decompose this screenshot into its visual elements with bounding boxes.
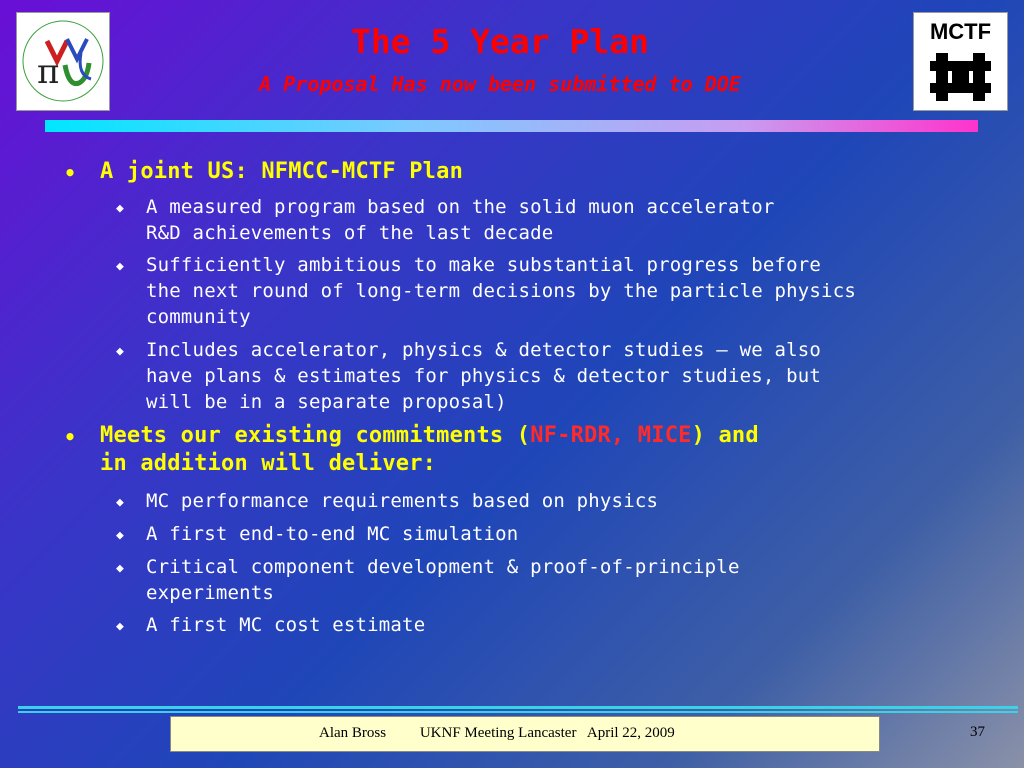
slide-subtitle: A Proposal Has now been submitted to DOE <box>259 72 741 96</box>
line: Critical component development & proof-of-principle <box>146 556 740 578</box>
diamond-bullet-icon: ◆ <box>116 528 124 543</box>
diamond-bullet-icon: ◆ <box>116 495 124 510</box>
commitments-after: ) and <box>691 423 759 448</box>
footer-divider <box>18 711 1018 713</box>
line: R&D achievements of the last decade <box>146 222 554 244</box>
sub-bullet-critical-component <box>146 554 740 606</box>
line: in addition will deliver: <box>100 451 437 476</box>
slide-title: The 5 Year Plan <box>350 22 649 61</box>
diamond-bullet-icon: ◆ <box>116 344 124 359</box>
svg-text:π: π <box>37 52 60 92</box>
footer-divider <box>18 706 1018 709</box>
diamond-bullet-icon: ◆ <box>116 259 124 274</box>
line: A measured program based on the solid muon accelerator <box>146 196 775 218</box>
mctf-logo-text: MCTF <box>929 19 992 44</box>
neutrino-factory-logo <box>16 12 110 111</box>
title-divider <box>45 120 978 132</box>
fermilab-logo-icon <box>914 13 1007 110</box>
page-number: 37 <box>970 724 985 740</box>
line: experiments <box>146 582 275 604</box>
line: MC performance requirements based on physics <box>146 490 659 512</box>
bullet-commitments <box>100 422 759 478</box>
footer-text: Alan Bross UKNF Meeting Lancaster April 22, 2009 <box>319 725 675 741</box>
sub-bullet-simulation <box>146 521 518 547</box>
line <box>100 422 759 450</box>
sub-bullet-cost-estimate <box>146 612 425 638</box>
line: Sufficiently ambitious to make substantial progress before <box>146 254 822 276</box>
footer-bar <box>170 716 880 752</box>
diamond-bullet-icon: ◆ <box>116 619 124 634</box>
sub-bullet-ambitious <box>146 252 856 330</box>
line: community <box>146 306 251 328</box>
bullet-joint-plan: A joint US: NFMCC-MCTF Plan <box>100 159 464 184</box>
line: A first MC cost estimate <box>146 614 426 636</box>
diamond-bullet-icon: ◆ <box>116 561 124 576</box>
commitments-highlight: NF-RDR, MICE <box>530 423 692 448</box>
sub-bullet-includes <box>146 337 821 415</box>
diamond-bullet-icon: ◆ <box>116 201 124 216</box>
bullet-dot-icon: • <box>64 161 77 185</box>
commitments-text: Meets our existing commitments ( <box>100 423 531 448</box>
line: A first end-to-end MC simulation <box>146 523 519 545</box>
line: will be in a separate proposal) <box>146 391 507 413</box>
sub-bullet-measured-program <box>146 194 775 246</box>
line: have plans & estimates for physics & detector studies, but <box>146 365 822 387</box>
mctf-logo <box>913 12 1008 111</box>
bullet-dot-icon: • <box>64 425 77 449</box>
line: Includes accelerator, physics & detector studies – we also <box>146 339 822 361</box>
line: the next round of long-term decisions by the particle physics <box>146 280 856 302</box>
neutrino-factory-emblem-icon <box>17 13 109 110</box>
sub-bullet-mc-performance <box>146 488 658 514</box>
